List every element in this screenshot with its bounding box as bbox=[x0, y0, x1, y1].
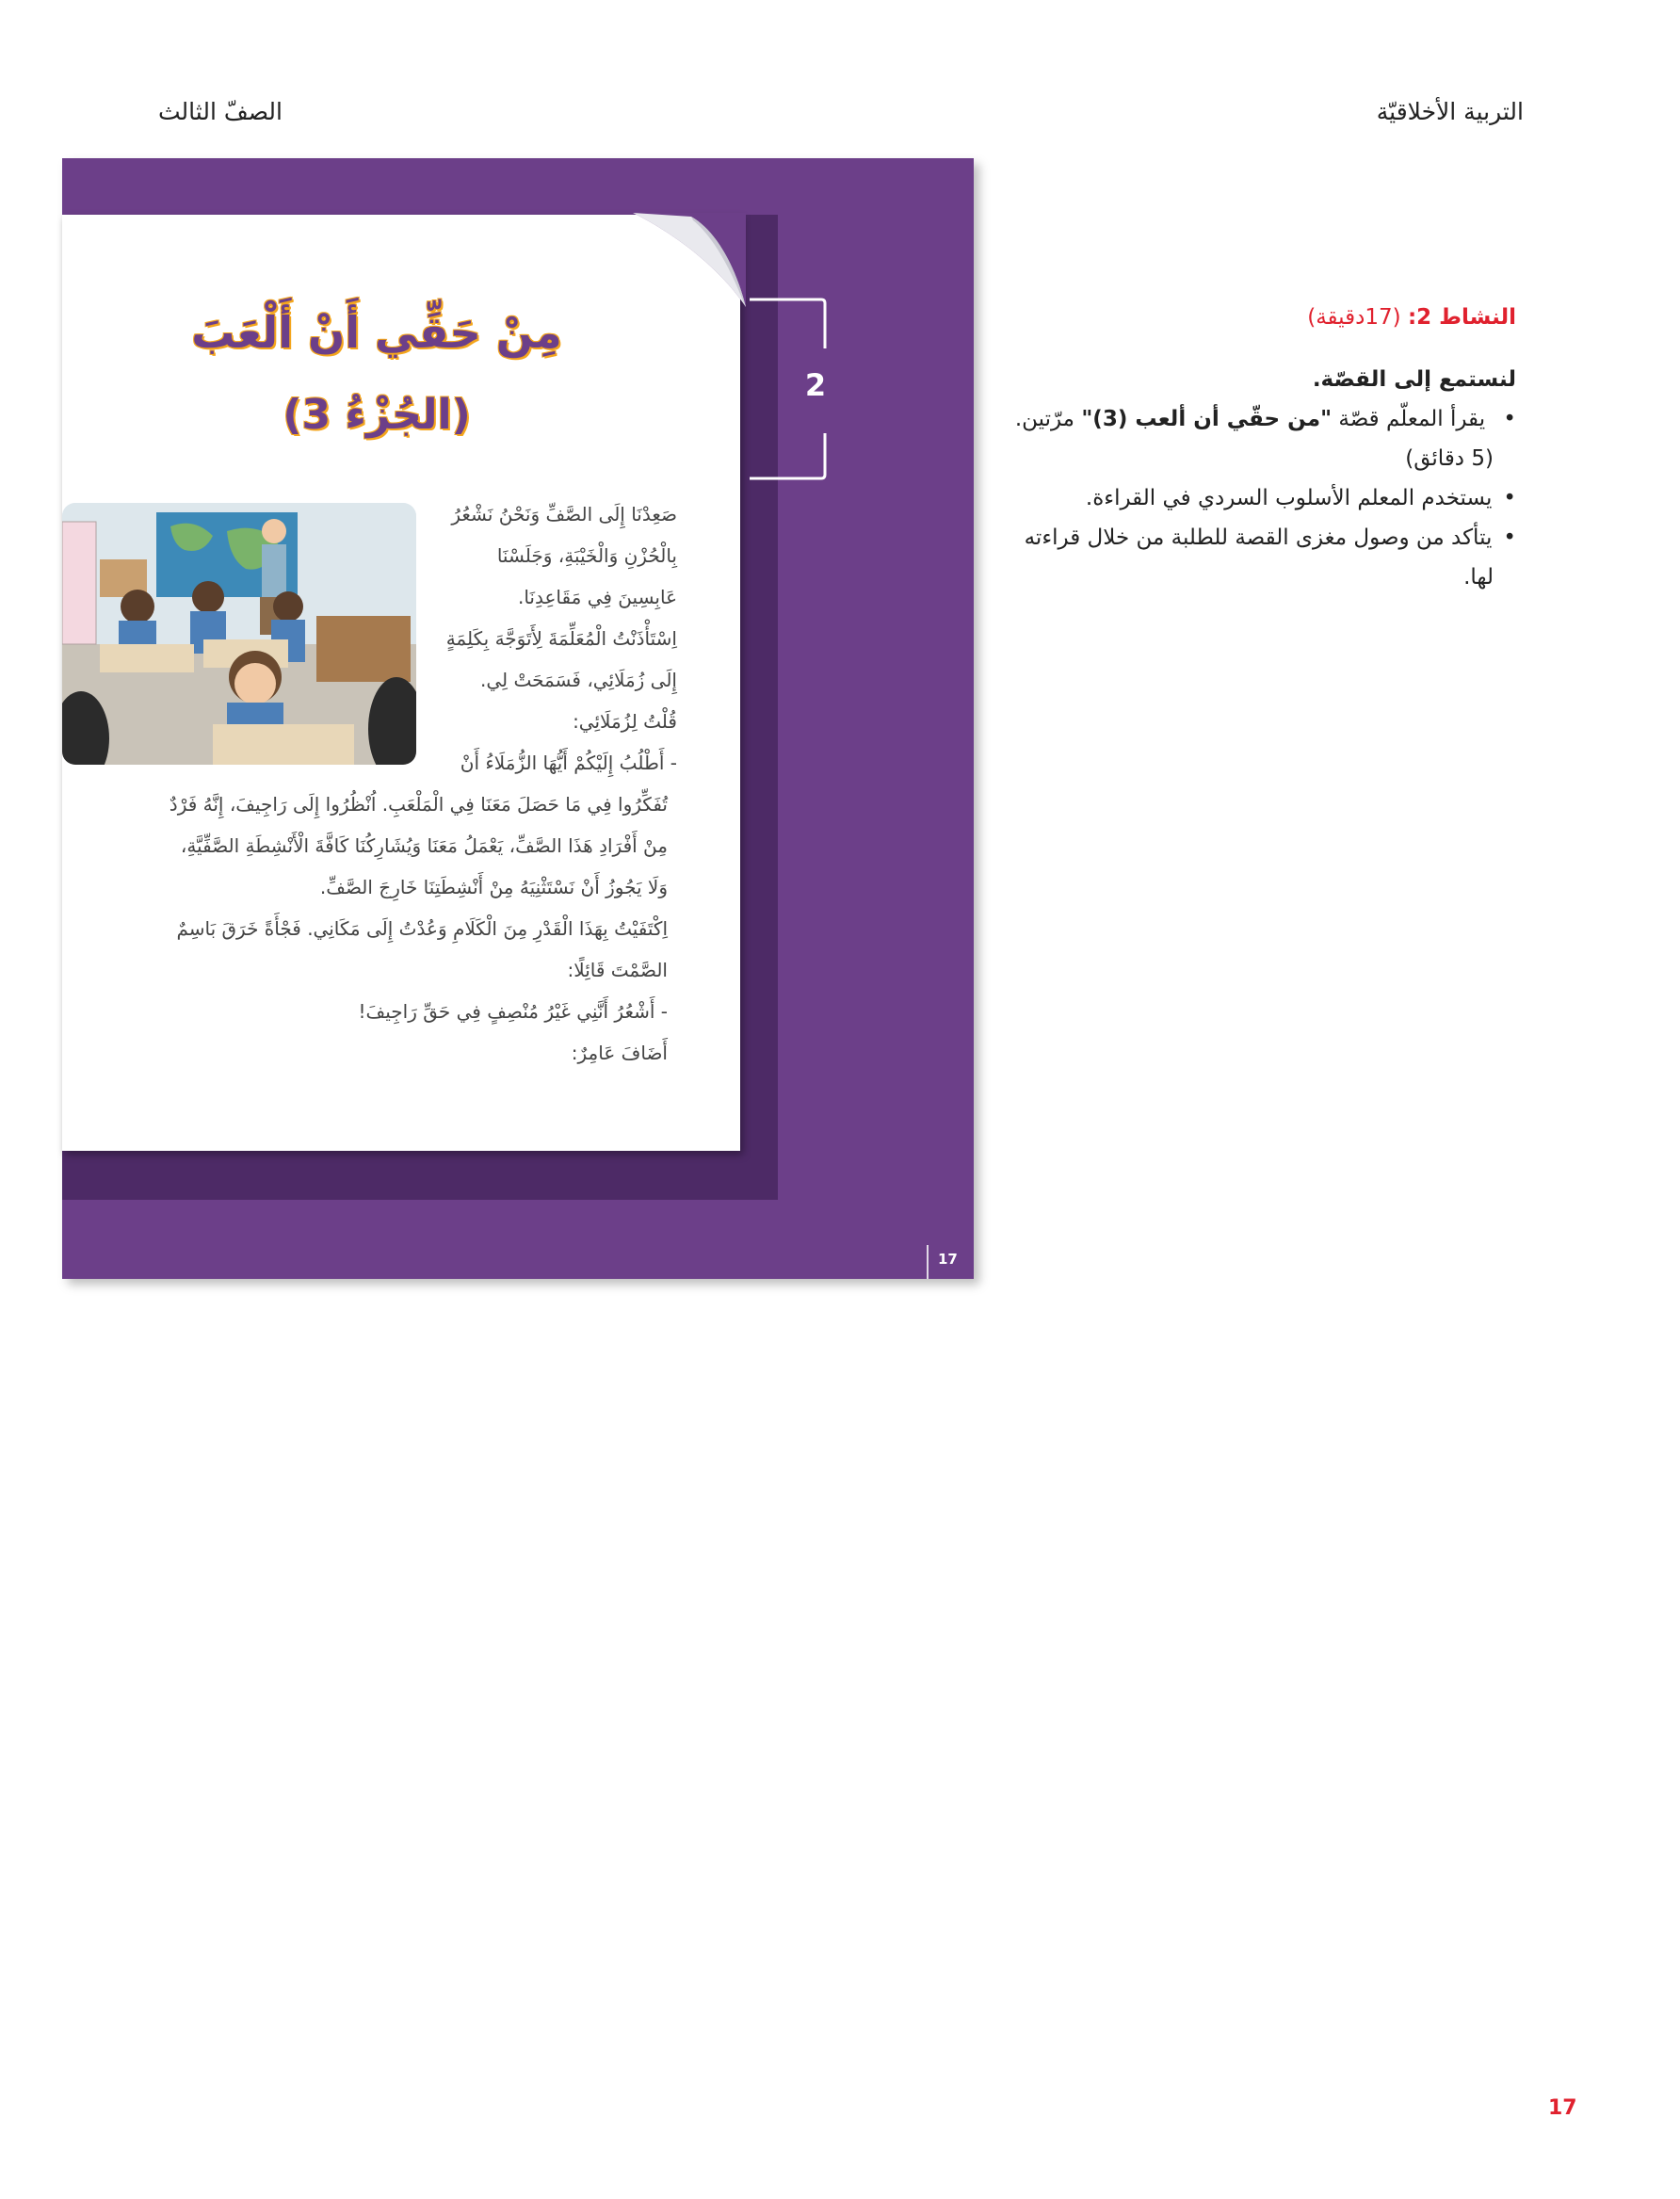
story-line: عَابِسِينَ فِي مَقَاعِدِنَا. bbox=[517, 586, 677, 608]
story-line: اِسْتَأْذَنْتُ الْمُعَلِّمَةَ لِأَتَوَجَّهَ بِكَلِمَةٍ bbox=[445, 627, 677, 650]
chapter-number: 2 bbox=[804, 367, 827, 403]
story-line: بِالْحُزْنِ وَالْخَيْبَةِ، وَجَلَسْنَا bbox=[496, 544, 677, 567]
story-line: اِكْتَفَيْتُ بِهَذَا الْقَدْرِ مِنَ الْكَلَامِ وَعُدْتُ إِلَى مَكَانِي. فَجْأَةً خَرَقَ بَاسِمٌ bbox=[176, 917, 668, 940]
activity-bullet-continuation: لها. bbox=[1463, 565, 1494, 590]
story-line: إِلَى زُمَلَائِي، فَسَمَحَتْ لِي. bbox=[479, 669, 677, 691]
story-line: وَلَا يَجُوزُ أَنْ نَسْتَثْنِيَهُ مِنْ أَنْشِطَتِنَا خَارِجَ الصَّفِّ. bbox=[319, 876, 668, 898]
page-number-divider bbox=[927, 1245, 929, 1279]
bullet-text: مرّتين. bbox=[1014, 407, 1082, 431]
activity-title bbox=[1307, 305, 1516, 330]
story-line: قُلْتُ لِزُمَلَائِي: bbox=[573, 710, 677, 733]
activity-subtitle: لنستمع إلى القصّة. bbox=[1312, 367, 1516, 392]
story-line: - أَطْلُبُ إِلَيْكُمْ أَيُّهَا الزُّمَلَاءُ أَنْ bbox=[460, 752, 677, 774]
activity-duration: (17دقيقة) bbox=[1307, 305, 1401, 330]
story-line: أَضَافَ عَامِرٌ: bbox=[571, 1042, 668, 1064]
story-title: مِنْ حَقِّي أَنْ أَلْعَبَ bbox=[191, 307, 562, 358]
story-line: الصَّمْتَ قَائِلًا: bbox=[567, 959, 668, 981]
story-line: - أَشْعُرُ أَنَّنِي غَيْرُ مُنْصِفٍ فِي حَقِّ رَاجِيفَ! bbox=[358, 1000, 668, 1023]
activity-bullet-continuation: (5 دقائق) bbox=[1405, 446, 1494, 471]
activity-label: النشاط 2: bbox=[1407, 305, 1516, 330]
footer-page-number: 17 bbox=[1548, 2096, 1577, 2120]
story-line: صَعِدْنَا إِلَى الصَّفِّ وَنَحْنُ نَشْعُرُ bbox=[451, 503, 677, 525]
activity-bullet: • يستخدم المعلم الأسلوب السردي في القراءة. bbox=[1086, 486, 1516, 510]
activity-bullet: • يتأكد من وصول مغزى القصة للطلبة من خلال قراءته bbox=[1025, 525, 1516, 550]
classroom-illustration bbox=[62, 503, 416, 765]
story-line: تُفَكِّرُوا فِي مَا حَصَلَ مَعَنَا فِي الْمَلْعَبِ. اُنْظُرُوا إِلَى رَاجِيفَ، إِنَّهُ فَرْدٌ bbox=[169, 793, 668, 816]
book-page-number: 17 bbox=[938, 1251, 958, 1268]
page-curl-icon bbox=[633, 213, 746, 315]
subject-header: التربية الأخلاقيّة bbox=[1376, 98, 1524, 125]
story-subtitle: (الجُزْءُ 3) bbox=[283, 391, 471, 439]
bullet-bold-text: "من حقّي أن ألعب (3)" bbox=[1081, 407, 1333, 431]
story-line: مِنْ أَفْرَادِ هَذَا الصَّفِّ، يَعْمَلُ مَعَنَا وَيُشَارِكُنَا كَافَّةَ الْأَنْشِطَةِ الصَّفِّيَّةِ، bbox=[180, 834, 668, 857]
activity-bullet bbox=[1015, 407, 1516, 431]
bullet-text: يقرأ المعلّم قصّة bbox=[1332, 407, 1486, 431]
grade-header: الصفّ الثالث bbox=[158, 98, 283, 125]
